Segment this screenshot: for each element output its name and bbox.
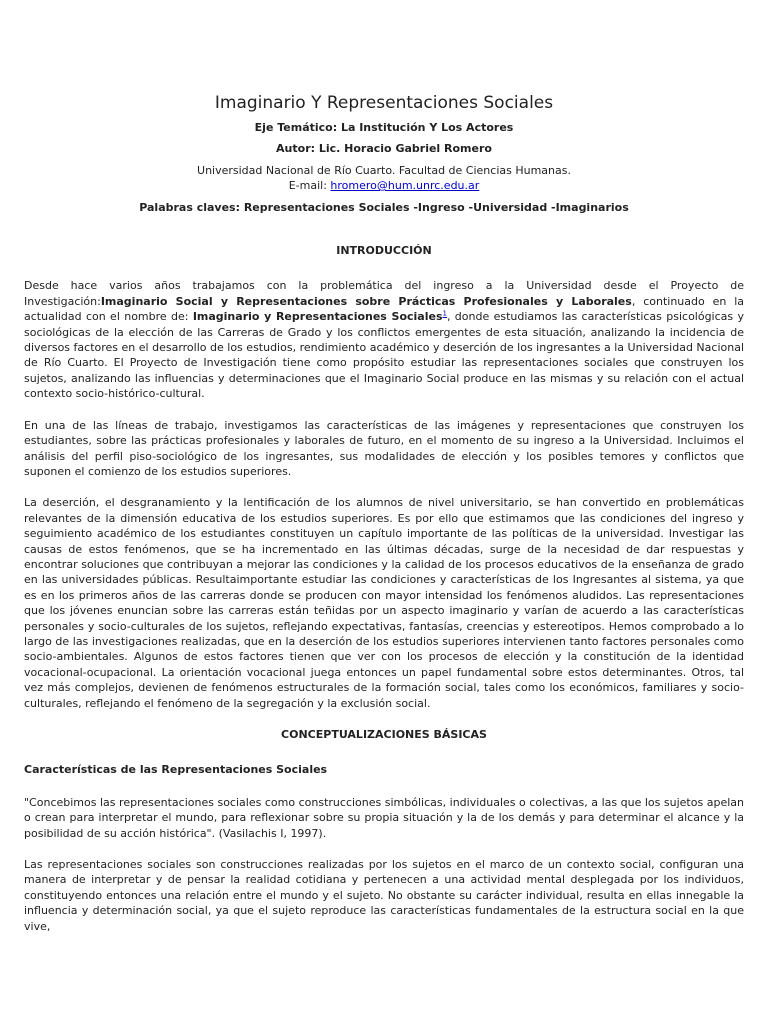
keywords-line: Palabras claves: Representaciones Sociales -Ingreso -Universidad -Imaginarios [139, 200, 629, 214]
intro-p1-text-a: Desde hace varios años trabajamos con la problemática del ingreso a la Universidad desde el Proyecto de Investigación: [24, 279, 744, 308]
intro-p1-text-e: , donde estudiamos las características psicológicas y sociológicas de la elección de las Carreras de Grado y los conflictos emergentes de esta situación, analizando la incidencia de diversos factores en el desarrollo de los estudios, rendimiento académico y deserción de los ingresantes a la Universidad Nacional de Río Cuarto. El Proyecto de Investigación tiene como propósito estudiar las representaciones sociales que construyen los sujetos, analizando las influencias y determinaciones que el Imaginario Social produce en las mismas y su relación con el actual contexto socio-histórico-cultural. [24, 310, 744, 401]
intro-paragraph-2: En una de las líneas de trabajo, investigamos las características de las imágenes y representaciones que construyen los estudiantes, sobre las prácticas profesionales y laborales de futuro, en el momento de su ingreso a la Universidad. Incluimos el análisis del perfil piso-sociológico de los ingresantes, sus modalidades de elección y los posibles temores y conflictos que suponen el comienzo de los estudios superiores. [24, 418, 744, 478]
email-link[interactable]: hromero@hum.unrc.edu.ar [330, 179, 480, 193]
email-line [24, 178, 744, 193]
project-name-1: Imaginario Social y Representaciones sobre Prácticas Profesionales y Laborales [100, 294, 632, 308]
universidad-line: Universidad Nacional de Río Cuarto. Facultad de Ciencias Humanas. [197, 163, 571, 177]
intro-paragraph-3: La deserción, el desgranamiento y la lentificación de los alumnos de nivel universitario, se han convertido en problemáticas relevantes de la dimensión educativa de los estudios superiores. Es por ello que estimamos que las condiciones del ingreso y seguimiento académico de los estudiantes constituyen un capítulo importante de las políticas de la universidad. Investigar las causas de estos fenómenos, que se ha incrementado en las últimas décadas, surge de la necesidad de dar respuestas y encontrar soluciones que contribuyan a mejorar las condiciones y la calidad de los procesos educativos de la enseñanza de grado en las universidades públicas. Resultaimportante estudiar las condiciones y características de los Ingresantes al sistema, ya que es en los primeros años de las carreras donde se producen con mayor intensidad los fenómenos aludidos. Las representaciones que los jóvenes enuncian sobre las carreras están teñidas por un aspecto imaginario y varían de acuerdo a las características personales y socio-culturales de los sujetos, reflejando expectativas, fantasías, creencias y estereotipos. Hemos comprobado a lo largo de las investigaciones realizadas, que en la deserción de los estudios superiores intervienen tanto factores personales como socio-ambientales. Algunos de estos factores tienen que ver con los procesos de elección y la constitución de la identidad vocacional-ocupacional. La orientación vocacional juega entonces un papel fundamental sobre estos determinantes. Otros, tal vez más complejos, devienen de fenómenos estructurales de la formación social, tales como los económicos, familiares y socio-culturales, reflejando el fenómeno de la segregación y la exclusión social. [24, 496, 744, 710]
representaciones-subheading: Características de las Representaciones Sociales [24, 763, 328, 777]
intro-heading: INTRODUCCIÓN [336, 244, 432, 258]
autor-line: Autor: Lic. Horacio Gabriel Romero [276, 142, 492, 156]
document-title: Imaginario Y Representaciones Sociales [214, 93, 554, 113]
project-name-2: Imaginario y Representaciones Sociales [192, 310, 443, 324]
conceptualizaciones-paragraph-1: Las representaciones sociales son construcciones realizadas por los sujetos en el marco de un contexto social, configuran una manera de interpretar y de pensar la realidad cotidiana y pertenecen a una actividad mental desplegada por los individuos, constituyendo entonces una relación entre el mundo y el sujeto. No obstante su carácter individual, resulta en ellas innegable la influencia y determinación social, ya que el sujeto reproduce las características fundamentales de la estructura social en la que vive, [24, 858, 744, 933]
quote-paragraph: "Concebimos las representaciones sociales como construcciones simbólicas, individuales o colectivas, a las que los sujetos apelan o crean para interpretar el mundo, para reflexionar sobre su propia situación y la de los demás y para determinar el alcance y la posibilidad de su acción histórica". (Vasilachis I, 1997). [24, 795, 744, 840]
eje-tematico: Eje Temático: La Institución Y Los Actores [254, 121, 514, 134]
email-label: E-mail: [288, 179, 331, 193]
conceptualizaciones-heading: CONCEPTUALIZACIONES BÁSICAS [281, 728, 487, 741]
footnote-link[interactable]: 1 [442, 309, 447, 318]
intro-paragraph-1 [24, 278, 744, 401]
intro-p1-text-c: , continuado en la actualidad con el nombre de: [24, 294, 744, 324]
